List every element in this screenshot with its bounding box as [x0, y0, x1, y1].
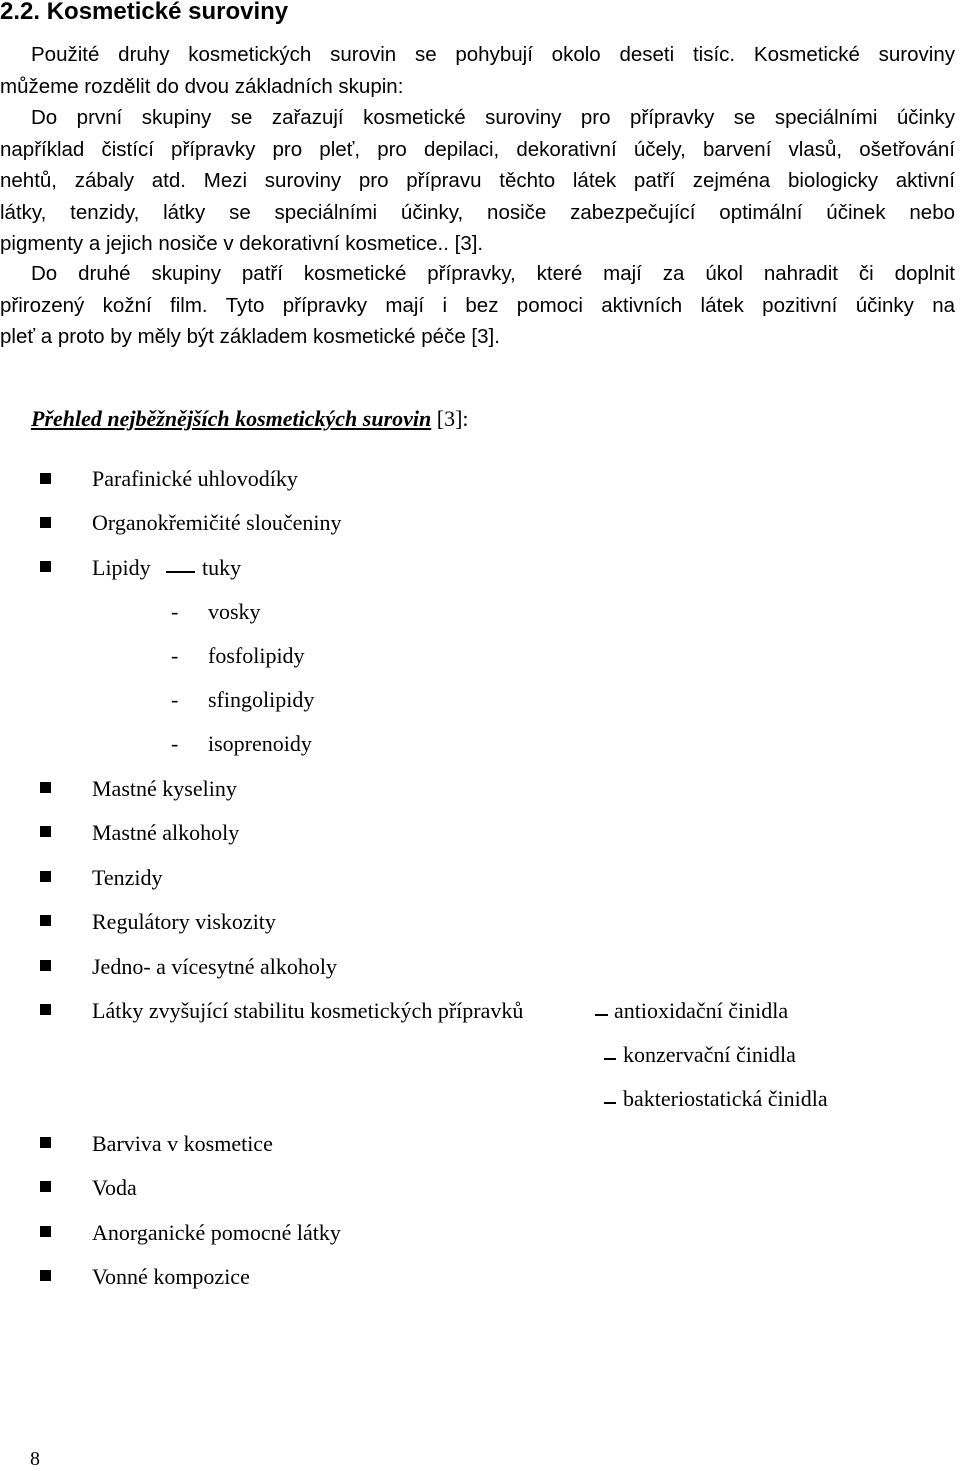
bullet-marker	[40, 960, 51, 971]
list-subitem: sfingolipidy	[208, 687, 315, 712]
list-item: Látky zvyšující stabilitu kosmetických přípravků	[92, 998, 524, 1023]
list-item: Mastné kyseliny	[92, 776, 237, 801]
paragraph-line: Do druhé skupiny patří kosmetické přípravky, které mají za úkol nahradit či doplnit	[31, 262, 955, 285]
paragraph-intro	[0, 39, 955, 260]
list-item: Mastné alkoholy	[92, 820, 240, 845]
bullet-marker	[40, 1270, 51, 1281]
bullet-marker	[40, 517, 51, 528]
list-subitem: tuky	[202, 555, 242, 580]
paragraph-line: Mezi suroviny pro přípravu těchto látek patří zejména biologicky aktivní	[203, 169, 955, 192]
list-subitem: konzervační činidla	[623, 1042, 796, 1067]
dash-line	[604, 1058, 616, 1060]
dash-line	[595, 1014, 608, 1016]
bullet-marker	[40, 1137, 51, 1148]
paragraph-line: pigmenty a jejich nosiče v dekorativní kosmetice.. [3].	[0, 232, 484, 255]
list-item: Parafinické uhlovodíky	[92, 466, 298, 491]
bullet-marker	[40, 871, 51, 882]
dash-marker: -	[171, 643, 179, 668]
list-item: Organokřemičité sloučeniny	[92, 510, 342, 535]
list-item: Lipidy	[92, 555, 151, 580]
paragraph-second-group	[0, 258, 955, 353]
list-item: Barviva v kosmetice	[92, 1131, 273, 1156]
list-subitem: isoprenoidy	[208, 731, 312, 756]
overview-title: Přehled nejběžnějších kosmetických surovin	[31, 406, 432, 431]
paragraph-line: například čistící přípravky pro pleť, pro depilaci, dekorativní účely, barvení vlasů, ošetřování	[0, 137, 955, 161]
paragraph-line: látky, tenzidy, látky se speciálními účinky, nosiče zabezpečující optimální účinek nebo	[0, 200, 955, 224]
section-heading: 2.2. Kosmetické suroviny	[0, 0, 289, 25]
page-number: 8	[30, 1448, 40, 1470]
bullet-marker	[40, 782, 51, 793]
paragraph-line: pleť a proto by měly být základem kosmetické péče [3].	[0, 325, 500, 348]
list-subitem: fosfolipidy	[208, 643, 305, 668]
dash-line	[604, 1102, 616, 1104]
paragraph-line: můžeme rozdělit do dvou základních skupin:	[0, 74, 404, 98]
bullet-marker	[40, 473, 51, 484]
bullet-marker	[40, 561, 51, 572]
paragraph-line: Tyto přípravky mají i bez pomoci aktivních látek pozitivní účinky na	[225, 293, 956, 317]
paragraph-line: Použité druhy kosmetických surovin se pohybují okolo deseti tisíc. Kosmetické suroviny	[31, 43, 955, 66]
dash-marker: -	[171, 599, 179, 624]
list-subitem: antioxidační činidla	[614, 998, 789, 1023]
dash-line	[166, 571, 195, 573]
dash-marker: -	[171, 731, 179, 756]
bullet-marker	[40, 915, 51, 926]
list-item: Jedno- a vícesytné alkoholy	[92, 954, 337, 979]
list-item: Vonné kompozice	[92, 1264, 250, 1289]
paragraph-line: přirozený kožní film.	[0, 293, 208, 317]
bullet-marker	[40, 1004, 51, 1015]
list-subitem: bakteriostatická činidla	[623, 1086, 828, 1111]
overview-heading	[31, 406, 469, 432]
list-item: Voda	[92, 1175, 137, 1200]
bullet-marker	[40, 826, 51, 837]
paragraph-line: Do první skupiny se zařazují kosmetické suroviny pro přípravky se speciálními účinky	[31, 106, 955, 129]
paragraph-line: nehtů, zábaly atd.	[0, 169, 186, 192]
overview-ref: [3]:	[431, 406, 469, 431]
list-item: Anorganické pomocné látky	[92, 1220, 341, 1245]
list-item: Regulátory viskozity	[92, 909, 276, 934]
list-item: Tenzidy	[92, 865, 163, 890]
list-subitem: vosky	[208, 599, 261, 624]
bullet-marker	[40, 1181, 51, 1192]
bullet-marker	[40, 1226, 51, 1237]
dash-marker: -	[171, 687, 179, 712]
